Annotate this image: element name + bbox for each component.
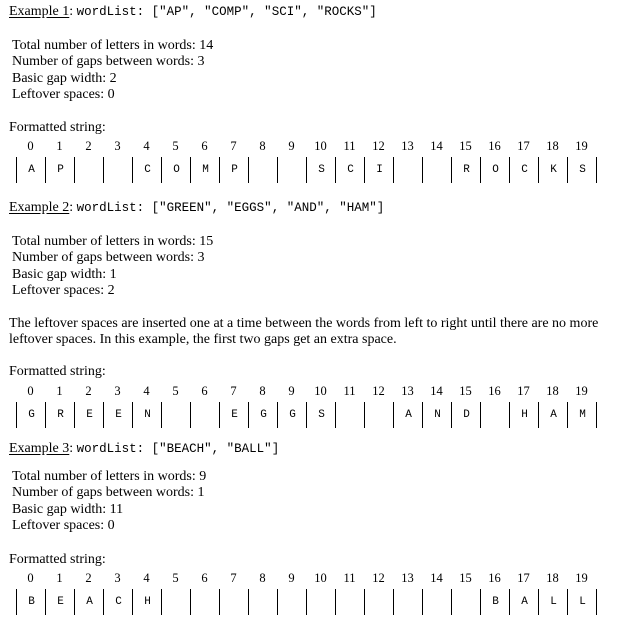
- cell-char: G: [289, 409, 296, 421]
- column-index: 0: [27, 571, 34, 585]
- column-index: 16: [488, 139, 501, 153]
- cell-char: G: [260, 409, 267, 421]
- column-index: 10: [314, 384, 327, 398]
- example-1-stat-letters: Total number of letters in words: 14: [12, 38, 214, 53]
- column-index: 16: [488, 571, 501, 585]
- cell-char: A: [550, 409, 557, 421]
- example-3-index-row: [16, 571, 596, 585]
- cell-char: M: [202, 164, 209, 176]
- column-index: 4: [143, 139, 150, 153]
- cell-divider: [422, 589, 423, 615]
- column-index: 18: [546, 139, 559, 153]
- column-index: 14: [430, 384, 443, 398]
- example-1-formatted-label: Formatted string:: [9, 120, 106, 135]
- example-2-index-row: [16, 384, 596, 398]
- column-index: 7: [230, 139, 237, 153]
- column-index: 19: [575, 571, 588, 585]
- cell-char: S: [318, 409, 325, 421]
- cell-char: B: [28, 596, 35, 608]
- cell-char: P: [231, 164, 238, 176]
- cell-char: H: [144, 596, 151, 608]
- example-3-wordlist: wordList: ["BEACH", "BALL"]: [76, 442, 280, 456]
- column-index: 9: [288, 571, 295, 585]
- example-2-colon: :: [69, 200, 77, 215]
- example-2-title: [9, 200, 384, 216]
- column-index: 12: [372, 384, 385, 398]
- column-index: 5: [172, 571, 179, 585]
- cell-divider: [451, 589, 452, 615]
- column-index: 1: [56, 571, 63, 585]
- cell-char: H: [521, 409, 528, 421]
- cell-char: M: [579, 409, 586, 421]
- cell-divider: [364, 402, 365, 428]
- cell-char: A: [86, 596, 93, 608]
- column-index: 7: [230, 384, 237, 398]
- column-index: 0: [27, 384, 34, 398]
- example-3-colon: :: [69, 441, 77, 456]
- column-index: 13: [401, 571, 414, 585]
- column-index: 14: [430, 139, 443, 153]
- example-2-stat-gap-width: Basic gap width: 1: [12, 267, 117, 282]
- column-index: 17: [517, 139, 530, 153]
- example-3-formatted-label: Formatted string:: [9, 552, 106, 567]
- example-1-stat-gaps: Number of gaps between words: 3: [12, 54, 205, 69]
- cell-divider: [277, 589, 278, 615]
- cell-char: A: [521, 596, 528, 608]
- cell-char: E: [57, 596, 64, 608]
- column-index: 9: [288, 139, 295, 153]
- column-index: 2: [85, 139, 92, 153]
- example-2-stat-gaps: Number of gaps between words: 3: [12, 250, 205, 265]
- cell-char: L: [579, 596, 586, 608]
- column-index: 11: [343, 571, 356, 585]
- column-index: 13: [401, 139, 414, 153]
- cell-char: E: [86, 409, 93, 421]
- column-index: 11: [343, 384, 356, 398]
- column-index: 4: [143, 384, 150, 398]
- example-2-stat-leftover: Leftover spaces: 2: [12, 283, 115, 298]
- cell-char: N: [144, 409, 151, 421]
- example-1-colon: :: [69, 4, 77, 19]
- cell-char: P: [57, 164, 64, 176]
- cell-divider: [393, 589, 394, 615]
- cell-char: S: [318, 164, 325, 176]
- example-2-stat-letters: Total number of letters in words: 15: [12, 234, 214, 249]
- example-1-stat-leftover: Leftover spaces: 0: [12, 87, 115, 102]
- example-3-stat-letters: Total number of letters in words: 9: [12, 469, 207, 484]
- cell-divider: [219, 589, 220, 615]
- example-1-wordlist: wordList: ["AP", "COMP", "SCI", "ROCKS"]: [76, 5, 377, 19]
- column-index: 1: [56, 384, 63, 398]
- example-1-index-row: [16, 139, 596, 153]
- cell-char: O: [492, 164, 499, 176]
- example-2-formatted-label: Formatted string:: [9, 364, 106, 379]
- column-index: 10: [314, 571, 327, 585]
- column-index: 6: [201, 571, 208, 585]
- column-index: 2: [85, 571, 92, 585]
- cell-divider: [306, 589, 307, 615]
- column-index: 10: [314, 139, 327, 153]
- column-index: 13: [401, 384, 414, 398]
- cell-char: E: [115, 409, 122, 421]
- column-index: 16: [488, 384, 501, 398]
- cell-char: N: [434, 409, 441, 421]
- column-index: 8: [259, 139, 266, 153]
- cell-divider: [277, 157, 278, 183]
- column-index: 19: [575, 139, 588, 153]
- column-index: 4: [143, 571, 150, 585]
- cell-char: B: [492, 596, 499, 608]
- example-1-title: [9, 4, 377, 20]
- example-3-label: Example 3: [9, 441, 70, 456]
- example-3-stat-gaps: Number of gaps between words: 1: [12, 485, 205, 500]
- example-2-note: The leftover spaces are inserted one at a time between the words from left to right until there are no more leftover spaces. In this example, the first two gaps get an extra space.: [9, 316, 599, 347]
- column-index: 14: [430, 571, 443, 585]
- cell-divider: [190, 589, 191, 615]
- cell-divider: [103, 157, 104, 183]
- example-1-stat-gap-width: Basic gap width: 2: [12, 71, 117, 86]
- cell-char: S: [579, 164, 586, 176]
- example-1-formatted-string: [16, 157, 600, 183]
- column-index: 3: [114, 384, 121, 398]
- example-3-title: [9, 441, 279, 457]
- column-index: 12: [372, 571, 385, 585]
- cell-char: I: [376, 164, 383, 176]
- column-index: 19: [575, 384, 588, 398]
- column-index: 5: [172, 384, 179, 398]
- cell-char: K: [550, 164, 557, 176]
- column-index: 8: [259, 384, 266, 398]
- cell-char: C: [144, 164, 151, 176]
- cell-char: C: [115, 596, 122, 608]
- cell-divider: [248, 589, 249, 615]
- column-index: 17: [517, 384, 530, 398]
- column-index: 11: [343, 139, 356, 153]
- column-index: 15: [459, 571, 472, 585]
- column-index: 8: [259, 571, 266, 585]
- column-index: 3: [114, 139, 121, 153]
- cell-divider: [422, 157, 423, 183]
- example-3-stat-leftover: Leftover spaces: 0: [12, 518, 115, 533]
- cell-char: C: [347, 164, 354, 176]
- cell-char: R: [463, 164, 470, 176]
- example-2-formatted-string: [16, 402, 600, 428]
- cell-char: L: [550, 596, 557, 608]
- column-index: 5: [172, 139, 179, 153]
- cell-char: O: [173, 164, 180, 176]
- column-index: 9: [288, 384, 295, 398]
- column-index: 18: [546, 571, 559, 585]
- cell-char: D: [463, 409, 470, 421]
- example-3-stat-gap-width: Basic gap width: 11: [12, 502, 124, 517]
- example-3-formatted-string: [16, 589, 600, 615]
- column-index: 1: [56, 139, 63, 153]
- column-index: 3: [114, 571, 121, 585]
- cell-char: A: [28, 164, 35, 176]
- column-index: 17: [517, 571, 530, 585]
- cell-char: R: [57, 409, 64, 421]
- column-index: 18: [546, 384, 559, 398]
- column-index: 0: [27, 139, 34, 153]
- cell-char: E: [231, 409, 238, 421]
- cell-divider: [335, 589, 336, 615]
- cell-divider: [190, 402, 191, 428]
- cell-char: A: [405, 409, 412, 421]
- example-1-label: Example 1: [9, 4, 70, 19]
- example-2-wordlist: wordList: ["GREEN", "EGGS", "AND", "HAM"]: [76, 201, 385, 215]
- column-index: 15: [459, 139, 472, 153]
- cell-divider: [364, 589, 365, 615]
- cell-char: G: [28, 409, 35, 421]
- cell-char: C: [521, 164, 528, 176]
- column-index: 15: [459, 384, 472, 398]
- column-index: 6: [201, 139, 208, 153]
- example-2-label: Example 2: [9, 200, 70, 215]
- column-index: 2: [85, 384, 92, 398]
- column-index: 6: [201, 384, 208, 398]
- column-index: 12: [372, 139, 385, 153]
- column-index: 7: [230, 571, 237, 585]
